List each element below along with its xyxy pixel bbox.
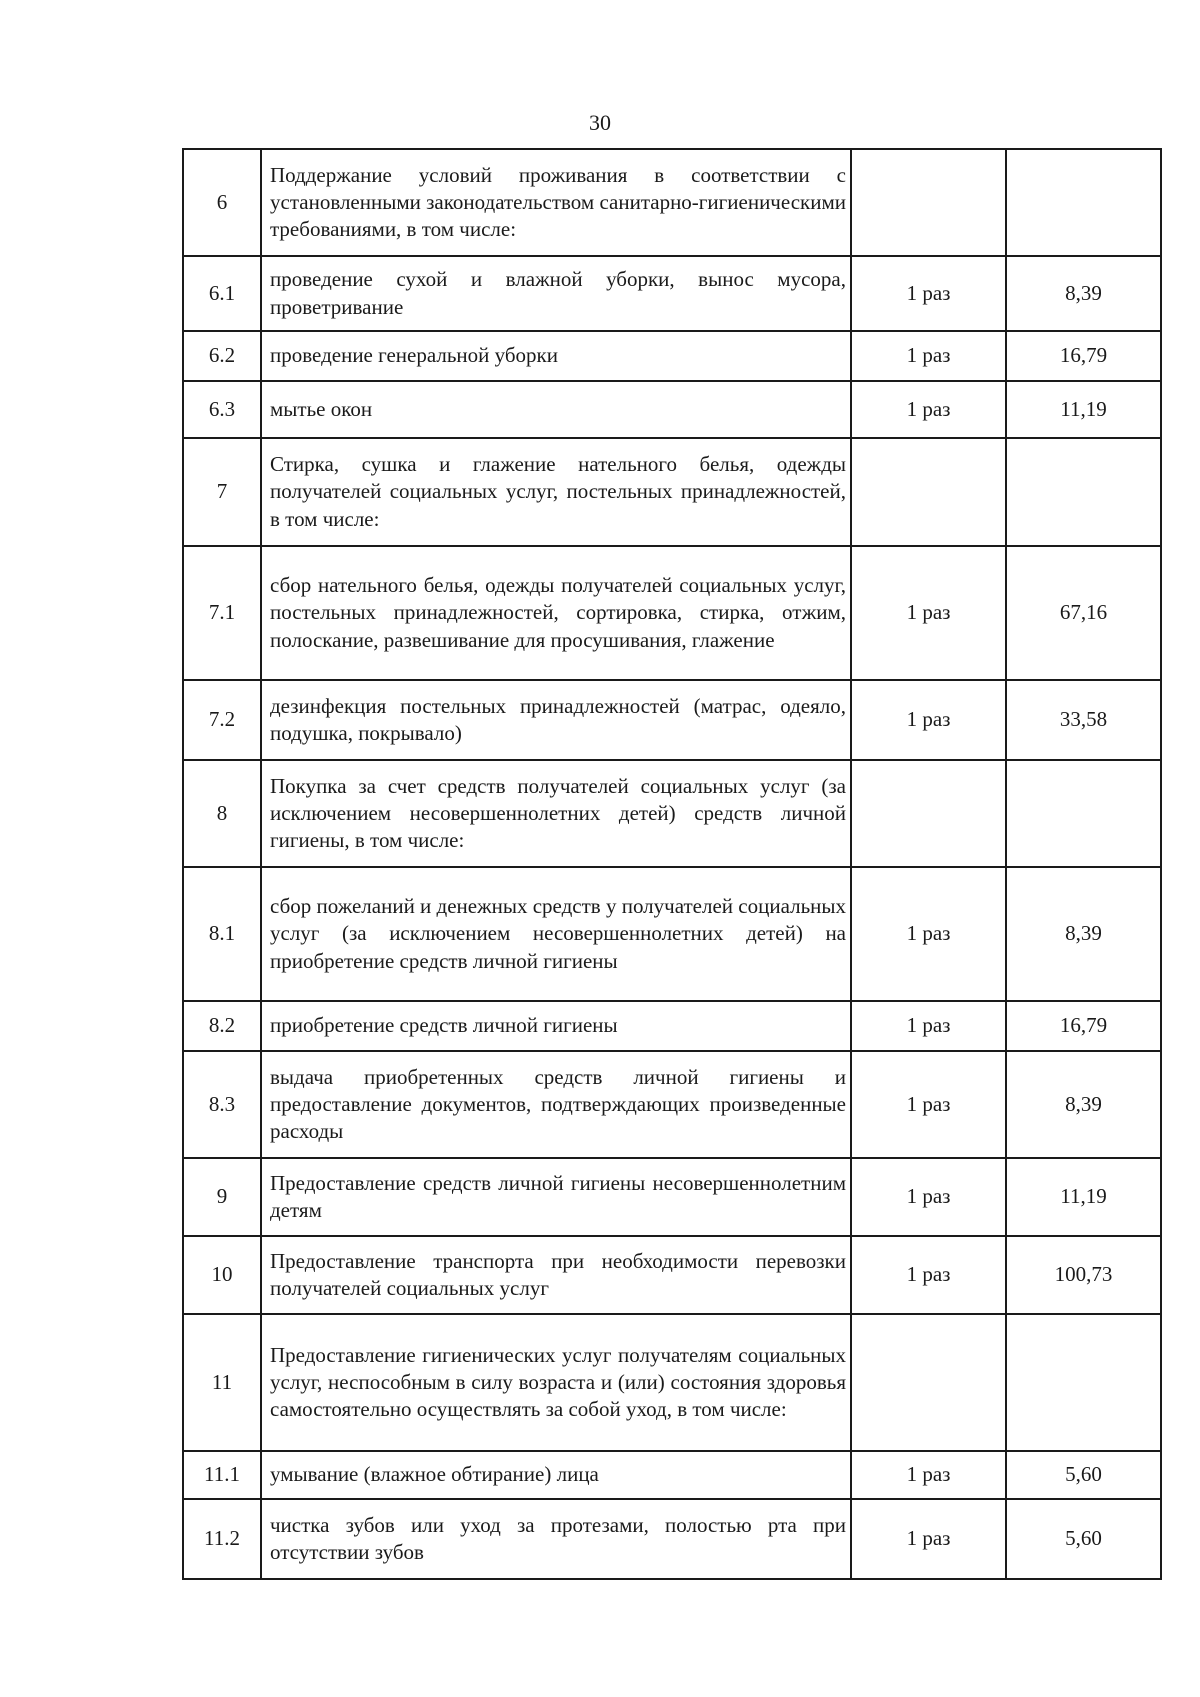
service-unit: 1 раз [851,331,1006,381]
row-number: 8 [183,760,261,867]
table-row [183,867,1161,1001]
service-description: проведение генеральной уборки [261,331,851,381]
service-price: 33,58 [1006,680,1161,760]
service-description: Поддержание условий проживания в соответствии с установленными законодательством санитарно-гигиеническими требованиями, в том числе: [261,149,851,256]
service-unit: 1 раз [851,381,1006,438]
service-price: 67,16 [1006,546,1161,680]
table-row [183,1499,1161,1579]
service-unit [851,149,1006,256]
table-row [183,546,1161,680]
service-price [1006,149,1161,256]
service-unit [851,760,1006,867]
service-unit: 1 раз [851,1451,1006,1499]
service-unit: 1 раз [851,256,1006,331]
table-row [183,256,1161,331]
table-row [183,1001,1161,1051]
service-price: 16,79 [1006,331,1161,381]
service-unit [851,438,1006,546]
row-number: 8.3 [183,1051,261,1158]
service-description: дезинфекция постельных принадлежностей (матрас, одеяло, подушка, покрывало) [261,680,851,760]
service-unit: 1 раз [851,1236,1006,1314]
service-price [1006,760,1161,867]
table-row [183,381,1161,438]
service-description: сбор пожеланий и денежных средств у получателей социальных услуг (за исключением несовершеннолетних детей) на приобретение средств личной гигиены [261,867,851,1001]
row-number: 11.2 [183,1499,261,1579]
table-row [183,1451,1161,1499]
row-number: 8.2 [183,1001,261,1051]
row-number: 10 [183,1236,261,1314]
row-number: 6.1 [183,256,261,331]
service-price [1006,438,1161,546]
service-description: приобретение средств личной гигиены [261,1001,851,1051]
service-price: 5,60 [1006,1451,1161,1499]
row-number: 6.3 [183,381,261,438]
service-unit: 1 раз [851,1051,1006,1158]
table-row [183,331,1161,381]
service-unit [851,1314,1006,1451]
service-description: Предоставление транспорта при необходимости перевозки получателей социальных услуг [261,1236,851,1314]
service-price [1006,1314,1161,1451]
page-number: 30 [589,110,611,135]
service-description: выдача приобретенных средств личной гигиены и предоставление документов, подтверждающих произведенные расходы [261,1051,851,1158]
service-unit: 1 раз [851,546,1006,680]
service-price: 100,73 [1006,1236,1161,1314]
service-price: 5,60 [1006,1499,1161,1579]
row-number: 8.1 [183,867,261,1001]
table-row [183,438,1161,546]
service-price: 11,19 [1006,1158,1161,1236]
row-number: 7.2 [183,680,261,760]
table-row [183,149,1161,256]
service-description: Стирка, сушка и глажение нательного белья, одежды получателей социальных услуг, постельных принадлежностей, в том числе: [261,438,851,546]
service-description: сбор нательного белья, одежды получателей социальных услуг, постельных принадлежностей, сортировка, стирка, отжим, полоскание, развешивание для просушивания, глажение [261,546,851,680]
row-number: 6.2 [183,331,261,381]
table-row [183,760,1161,867]
table-row [183,680,1161,760]
service-description: мытье окон [261,381,851,438]
service-description: чистка зубов или уход за протезами, полостью рта при отсутствии зубов [261,1499,851,1579]
service-unit: 1 раз [851,867,1006,1001]
row-number: 9 [183,1158,261,1236]
table-row [183,1236,1161,1314]
service-unit: 1 раз [851,1001,1006,1051]
service-description: Предоставление гигиенических услуг получателям социальных услуг, неспособным в силу возраста и (или) состояния здоровья самостоятельно осуществлять за собой уход, в том числе: [261,1314,851,1451]
services-table [182,148,1162,1580]
row-number: 7 [183,438,261,546]
service-price: 8,39 [1006,867,1161,1001]
service-price: 11,19 [1006,381,1161,438]
service-unit: 1 раз [851,1158,1006,1236]
service-unit: 1 раз [851,680,1006,760]
table-row [183,1314,1161,1451]
table-row [183,1051,1161,1158]
service-price: 16,79 [1006,1001,1161,1051]
row-number: 7.1 [183,546,261,680]
service-description: Покупка за счет средств получателей социальных услуг (за исключением несовершеннолетних детей) средств личной гигиены, в том числе: [261,760,851,867]
service-description: умывание (влажное обтирание) лица [261,1451,851,1499]
row-number: 11 [183,1314,261,1451]
row-number: 6 [183,149,261,256]
service-unit: 1 раз [851,1499,1006,1579]
service-price: 8,39 [1006,1051,1161,1158]
table-row [183,1158,1161,1236]
service-price: 8,39 [1006,256,1161,331]
service-description: Предоставление средств личной гигиены несовершеннолетним детям [261,1158,851,1236]
row-number: 11.1 [183,1451,261,1499]
service-description: проведение сухой и влажной уборки, вынос мусора, проветривание [261,256,851,331]
